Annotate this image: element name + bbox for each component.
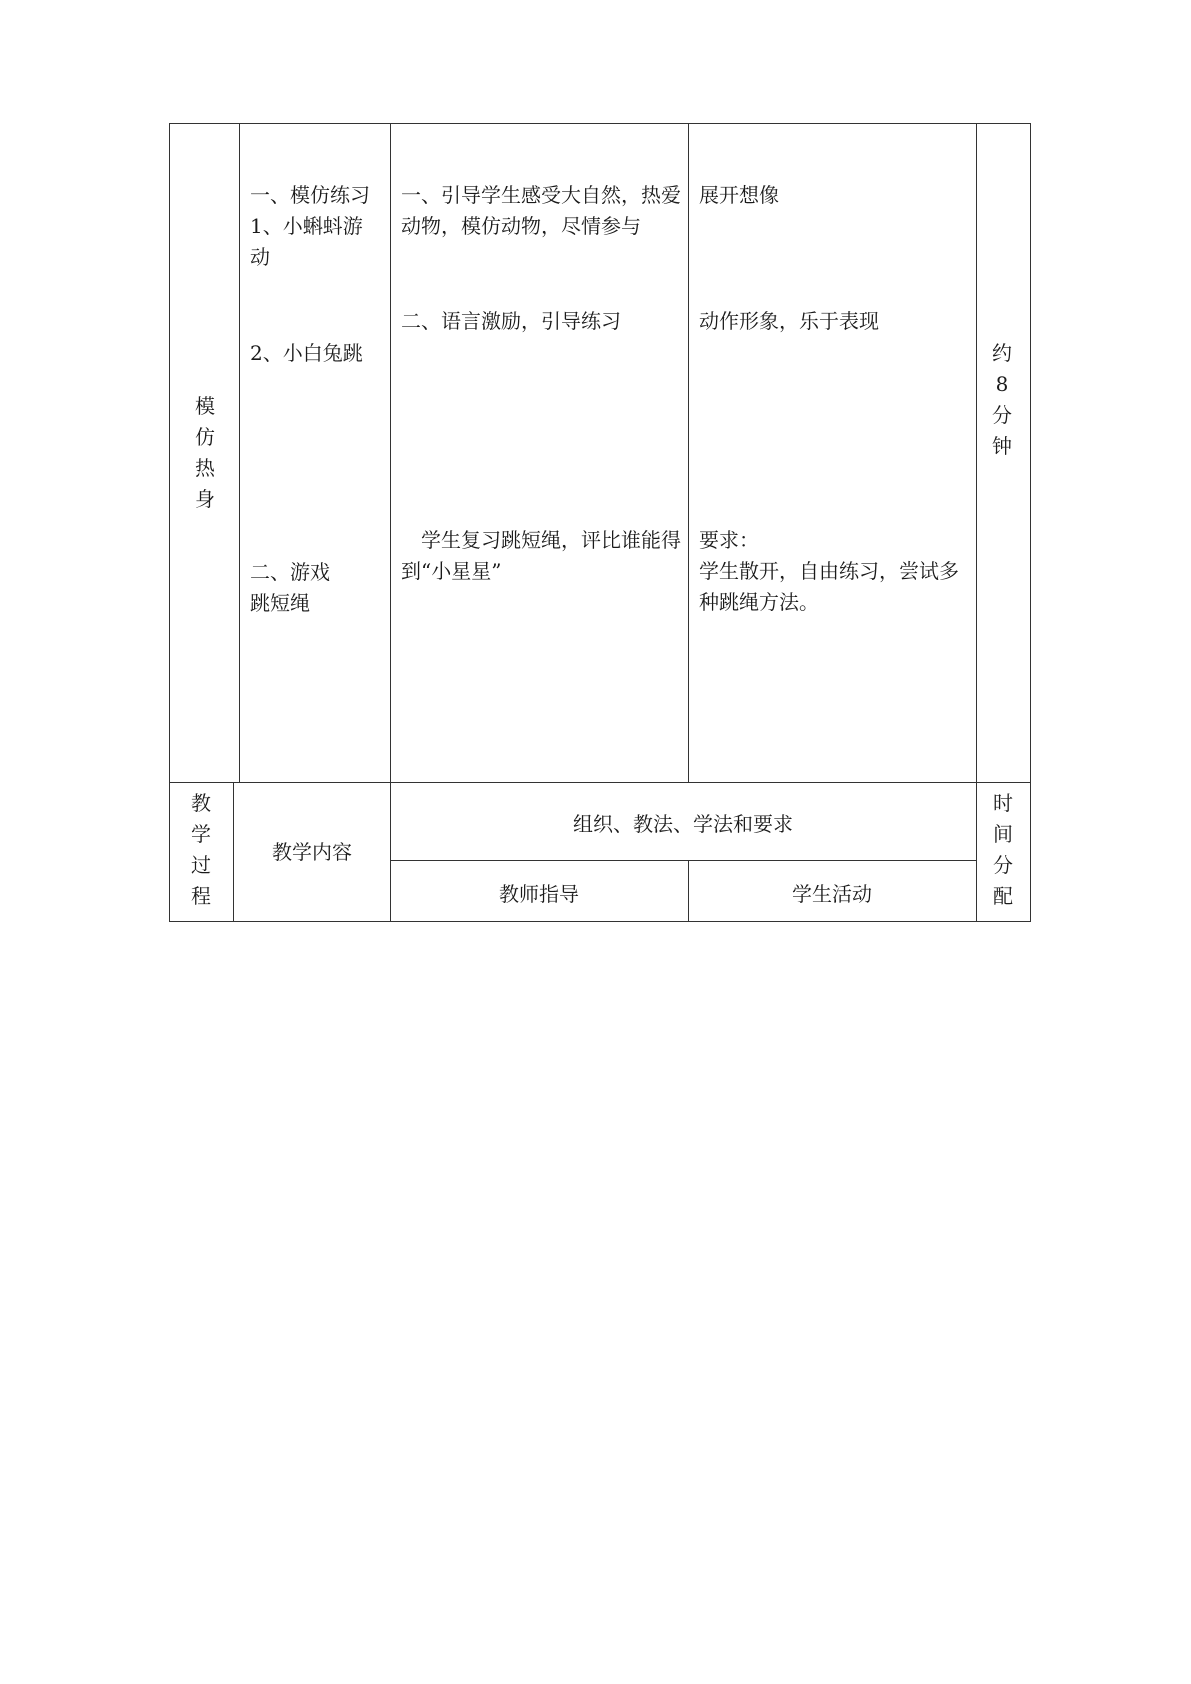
table-border-bottom: [169, 921, 1030, 922]
teacher-guidance-1: 一、引导学生感受大自然，热爱动物，模仿动物，尽情参与: [401, 183, 681, 238]
table-border-left: [169, 123, 170, 922]
row-divider: [169, 782, 1030, 783]
student-activity-3: 要求： 学生散开，自由练习，尝试多种跳绳方法。: [699, 528, 959, 614]
col-divider-4: [976, 123, 977, 922]
section-label: 模仿热身: [195, 394, 215, 511]
content-item1-sub1: 1、小蝌蚪游 动: [250, 214, 363, 269]
col-divider-3-upper: [688, 123, 689, 782]
student-activity-1: 展开想像: [699, 183, 779, 207]
content-item1-sub2: 2、小白兔跳: [250, 341, 363, 365]
header-time-allocation: 时间分配: [993, 791, 1013, 908]
time-value: 约8分钟: [992, 341, 1012, 458]
table-border-right: [1030, 123, 1031, 922]
header-inner-divider: [390, 860, 976, 861]
col-divider-2: [390, 123, 391, 922]
content-item1-title: 一、模仿练习: [250, 183, 370, 207]
teacher-guidance-2: 二、语言激励，引导练习: [401, 309, 621, 333]
header-content: 教学内容: [272, 840, 352, 864]
header-methods: 组织、教法、学法和要求: [573, 812, 793, 836]
header-process: 教学过程: [191, 791, 211, 908]
col-divider-1-upper: [239, 123, 240, 782]
header-student-activity: 学生活动: [792, 882, 872, 906]
table-border-top: [169, 123, 1030, 124]
teacher-guidance-3: 学生复习跳短绳，评比谁能得到“小星星”: [401, 528, 681, 583]
header-teacher-guidance: 教师指导: [499, 882, 579, 906]
content-item2: 二、游戏 跳短绳: [250, 560, 330, 615]
student-activity-2: 动作形象，乐于表现: [699, 309, 879, 333]
